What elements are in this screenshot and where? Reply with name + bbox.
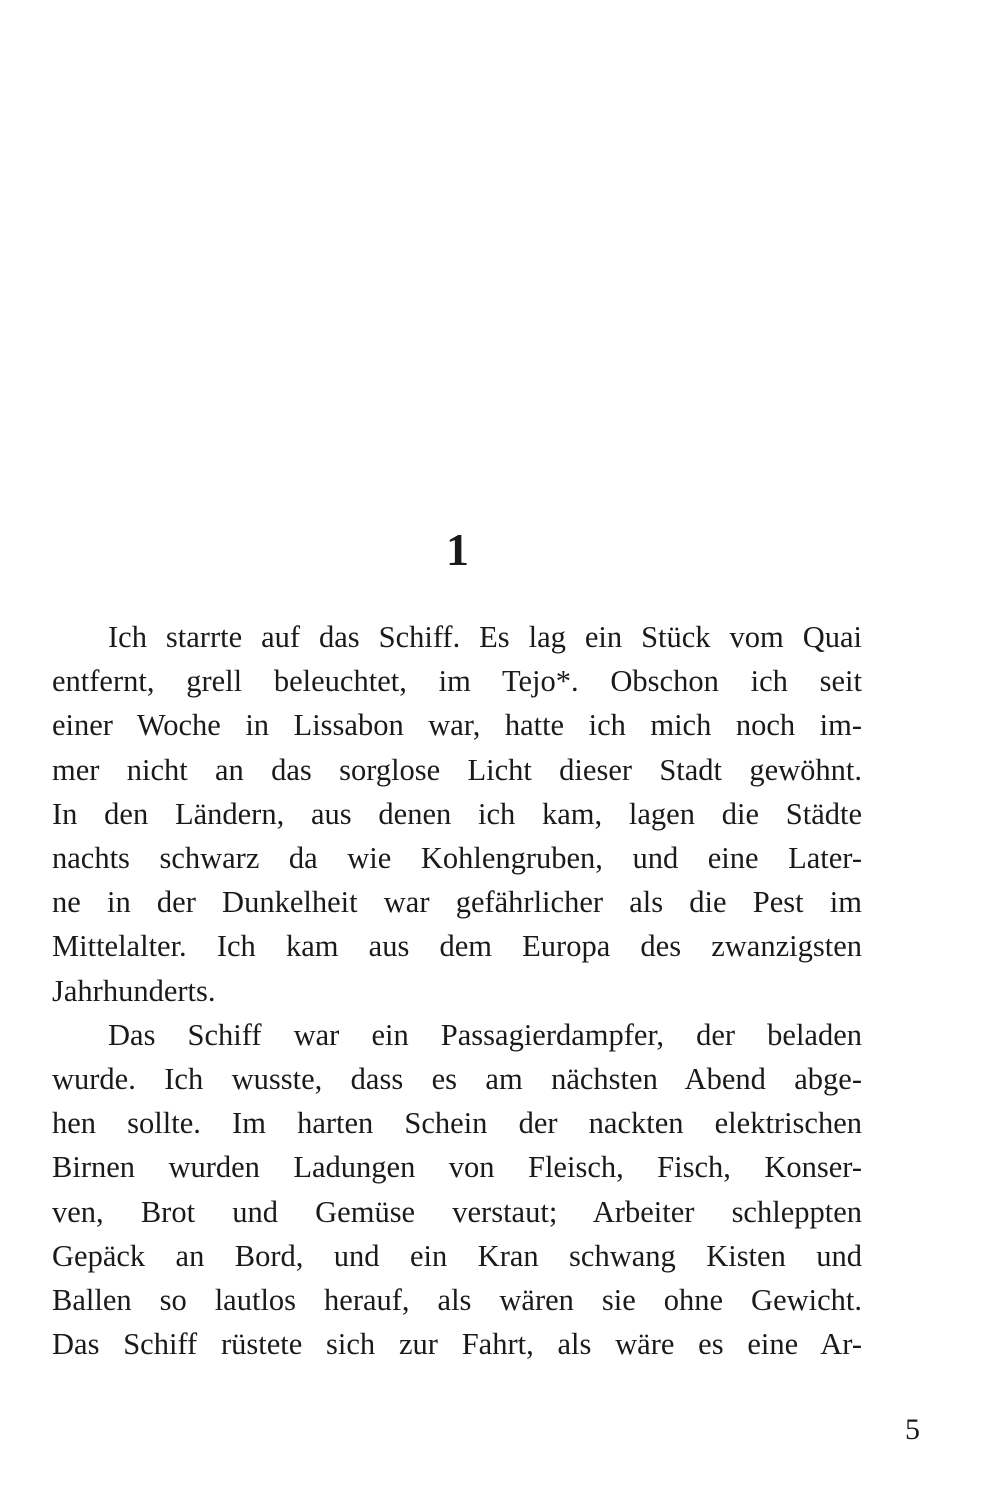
text-line: Das Schiff rüstete sich zur Fahrt, als wäre es eine Ar- (52, 1327, 862, 1362)
paragraph (52, 1013, 862, 1367)
text-line: Ich starrte auf das Schiff. Es lag ein Stück vom Quai (108, 620, 862, 654)
text-line: wurde. Ich wusste, dass es am nächsten Abend abge- (52, 1062, 862, 1097)
text-line: Jahrhunderts. (52, 973, 216, 1008)
chapter-number: 1 (446, 524, 469, 575)
text-line: ne in der Dunkelheit war gefährlicher als die Pest im (52, 885, 862, 920)
body-text (52, 615, 862, 1366)
text-line: ven, Brot und Gemüse verstaut; Arbeiter schleppten (52, 1194, 862, 1229)
text-line: Gepäck an Bord, und ein Kran schwang Kisten und (52, 1238, 862, 1273)
text-line: einer Woche in Lissabon war, hatte ich mich noch im- (52, 708, 862, 743)
text-line: Mittelalter. Ich kam aus dem Europa des zwanzigsten (52, 929, 862, 964)
text-line: nachts schwarz da wie Kohlengruben, und eine Later- (52, 841, 862, 876)
text-line: Ballen so lautlos herauf, als wären sie ohne Gewicht. (52, 1283, 862, 1318)
text-line: hen sollte. Im harten Schein der nackten elektrischen (52, 1106, 862, 1141)
text-line: Birnen wurden Ladungen von Fleisch, Fisch, Konser- (52, 1150, 862, 1185)
paragraph (52, 615, 862, 1013)
text-line: In den Ländern, aus denen ich kam, lagen die Städte (52, 796, 862, 831)
text-line: mer nicht an das sorglose Licht dieser Stadt gewöhnt. (52, 752, 862, 787)
page-number: 5 (905, 1413, 920, 1446)
text-line: entfernt, grell beleuchtet, im Tejo*. Obschon ich seit (52, 664, 862, 699)
text-line: Das Schiff war ein Passagierdampfer, der beladen (108, 1017, 862, 1052)
